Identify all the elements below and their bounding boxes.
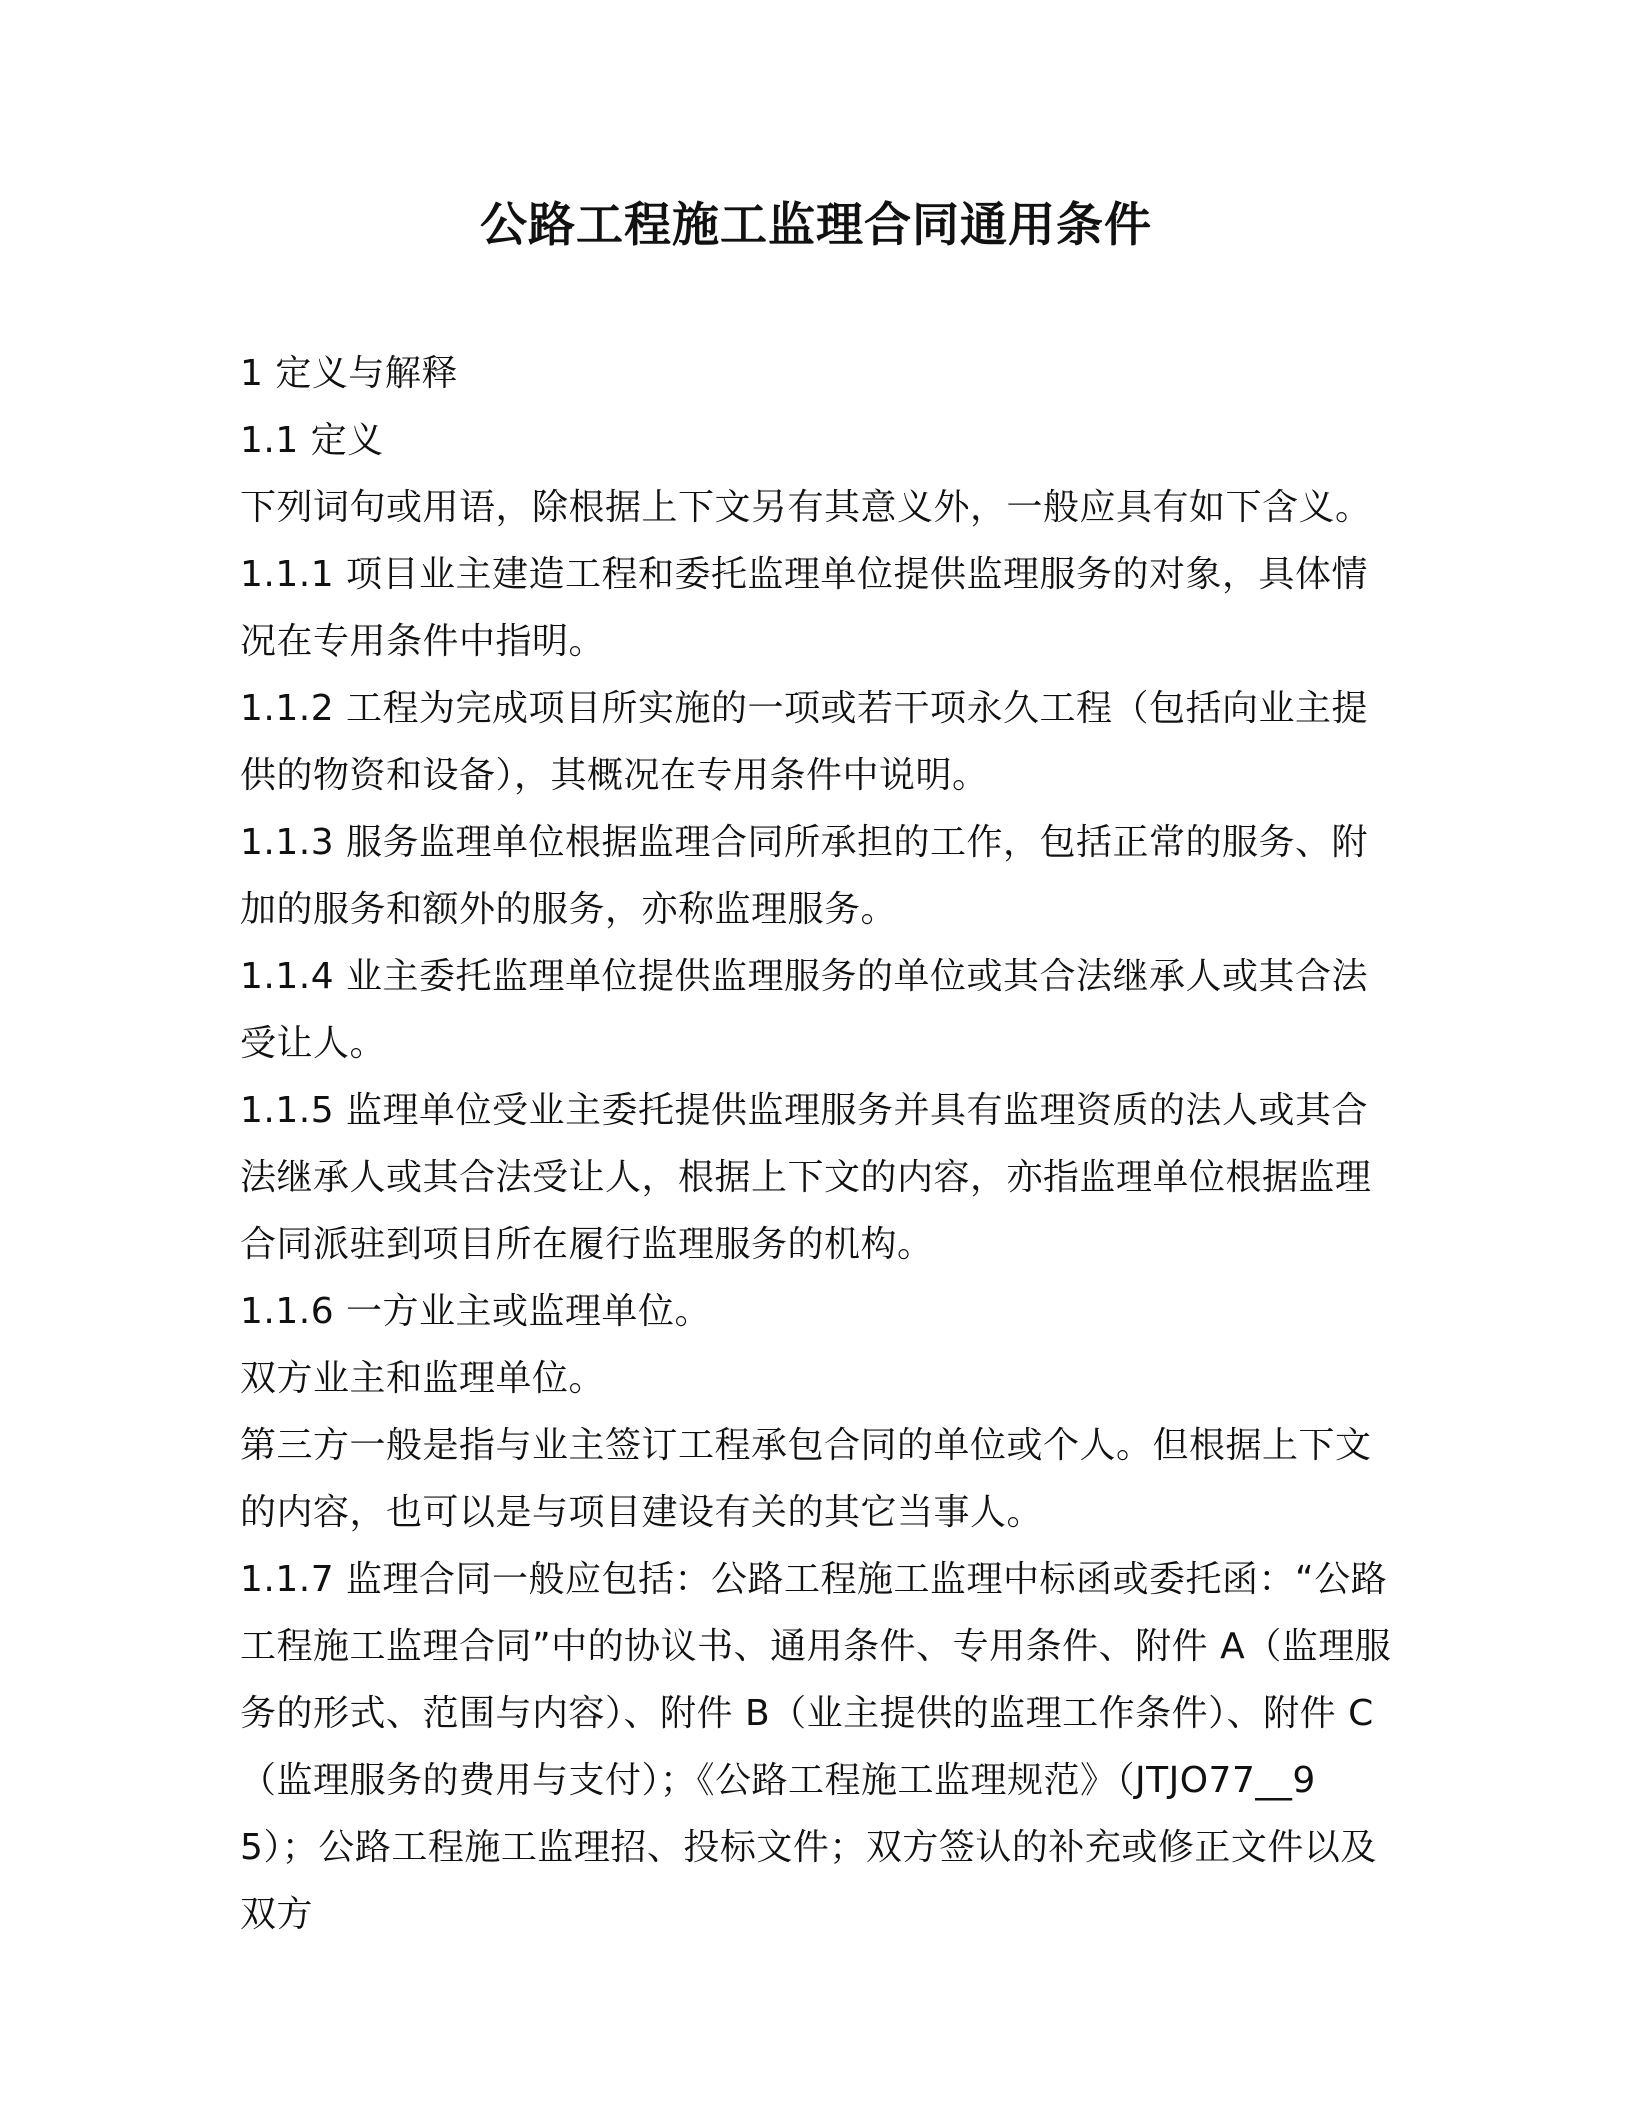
paragraph: 1.1.5 监理单位受业主委托提供监理服务并具有监理资质的法人或其合法继承人或其合法受让人，根据上下文的内容，亦指监理单位根据监理合同派驻到项目所在履行监理服务的机构。 xyxy=(240,1090,1372,1265)
paragraph: 1.1.6 一方业主或监理单位。 xyxy=(240,1291,712,1332)
subsection-heading: 1.1 定义 xyxy=(240,420,384,461)
paragraph: 1.1.7 监理合同一般应包括：公路工程施工监理中标函或委托函：“公路工程施工监理合同”中的协议书、通用条件、专用条件、附件 A（监理服务的形式、范围与内容）、附件 B（业主提供的监理工作条件）、附件 C（监理服务的费用与支付）；《公路工程施工监理规范》（JTJO77__95）；公路工程施工监理招、投标文件；双方签认的补充或修正文件以及双方 xyxy=(240,1559,1392,1935)
paragraph: 双方业主和监理单位。 xyxy=(240,1358,606,1399)
section-heading: 1 定义与解释 xyxy=(240,353,458,394)
paragraph: 1.1.2 工程为完成项目所实施的一项或若干项永久工程（包括向业主提供的物资和设备），其概况在专用条件中说明。 xyxy=(240,688,1369,796)
paragraph: 1.1.3 服务监理单位根据监理合同所承担的工作，包括正常的服务、附加的服务和额外的服务，亦称监理服务。 xyxy=(240,822,1369,930)
document-body xyxy=(240,340,1392,1948)
document-title: 公路工程施工监理合同通用条件 xyxy=(480,198,1152,253)
paragraph: 第三方一般是指与业主签订工程承包合同的单位或个人。但根据上下文的内容，也可以是与项目建设有关的其它当事人。 xyxy=(240,1425,1372,1533)
paragraph: 1.1.4 业主委托监理单位提供监理服务的单位或其合法继承人或其合法受让人。 xyxy=(240,956,1369,1064)
paragraph: 下列词句或用语，除根据上下文另有其意义外，一般应具有如下含义。 xyxy=(240,487,1372,528)
paragraph: 1.1.1 项目业主建造工程和委托监理单位提供监理服务的对象，具体情况在专用条件中指明。 xyxy=(240,554,1369,662)
